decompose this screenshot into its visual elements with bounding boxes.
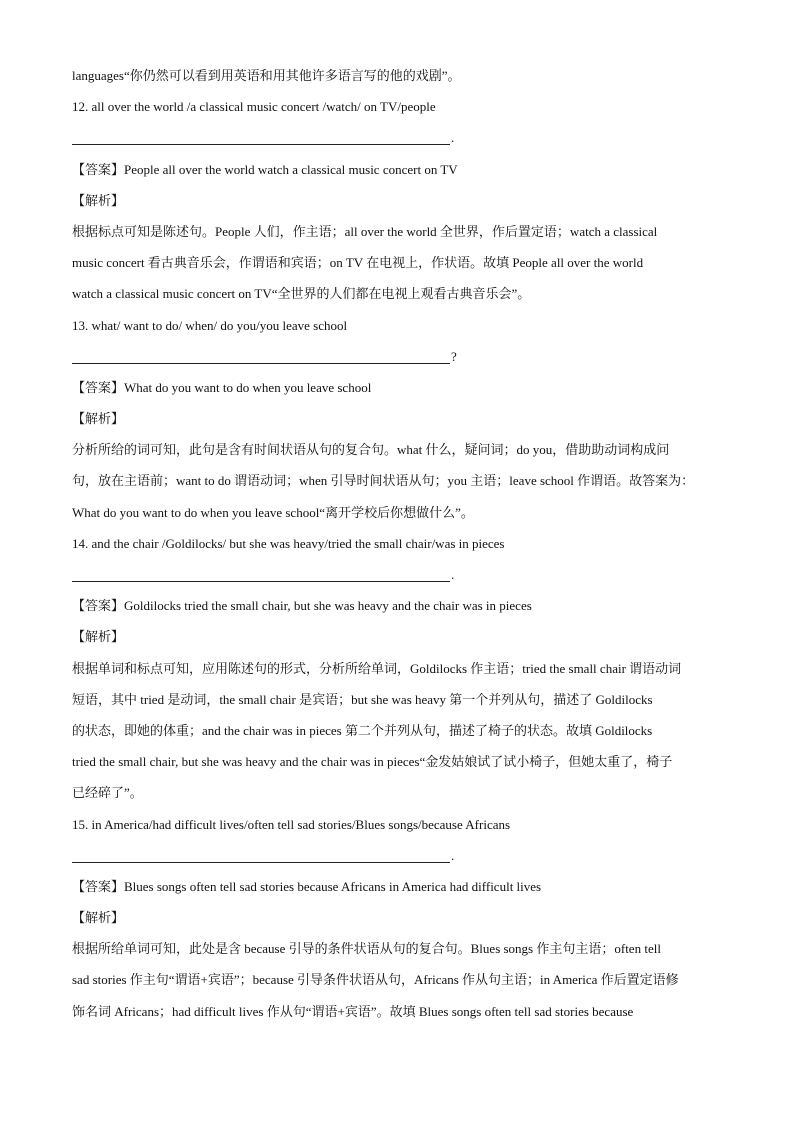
blank-punctuation: . bbox=[451, 130, 455, 146]
blank-underline bbox=[72, 862, 450, 863]
text-line: languages“你仍然可以看到用英语和用其他许多语言写的他的戏剧”。 bbox=[72, 68, 461, 83]
blank-underline bbox=[72, 363, 450, 364]
analysis-text-line: 根据单词和标点可知，应用陈述句的形式，分析所给单词，Goldilocks 作主语；tried the small chair 谓语动词 bbox=[72, 660, 682, 676]
question-13: 13. what/ want to do/ when/ do you/you leave school bbox=[72, 317, 348, 333]
analysis-label-15: 【解析】 bbox=[72, 910, 125, 926]
question-15: 15. in America/had difficult lives/often tell sad stories/Blues songs/because Africans bbox=[72, 816, 511, 832]
answer-15: 【答案】Blues songs often tell sad stories because Africans in America had difficult lives bbox=[72, 878, 542, 894]
analysis-text-line: sad stories 作主句“谓语+宾语”；because 引导条件状语从句，Africans 作从句主语；in America 作后置定语修 bbox=[72, 972, 679, 988]
analysis-label-14: 【解析】 bbox=[72, 629, 125, 645]
analysis-label-12: 【解析】 bbox=[72, 192, 125, 208]
analysis-text-line: 根据所给单词可知，此处是含 because 引导的条件状语从句的复合句。Blues songs 作主句主语；often tell bbox=[72, 941, 661, 957]
document-page bbox=[72, 60, 732, 1027]
blank-punctuation: . bbox=[451, 847, 455, 863]
answer-blank-12[interactable] bbox=[72, 122, 732, 153]
analysis-text-line: watch a classical music concert on TV“全世界的人们都在电视上观看古典音乐会”。 bbox=[72, 286, 531, 302]
blank-punctuation: ? bbox=[451, 348, 457, 364]
analysis-text-line: 句，放在主语前；want to do 谓语动词；when 引导时间状语从句；you 主语；leave school 作谓语。故答案为： bbox=[72, 473, 695, 489]
analysis-text-line: 短语，其中 tried 是动词，the small chair 是宾语；but she was heavy 第一个并列从句，描述了 Goldilocks bbox=[72, 691, 653, 707]
answer-12: 【答案】People all over the world watch a classical music concert on TV bbox=[72, 161, 458, 177]
analysis-label-13: 【解析】 bbox=[72, 411, 125, 427]
analysis-text-line: What do you want to do when you leave school“离开学校后你想做什么”。 bbox=[72, 504, 474, 520]
analysis-text-line: 已经碎了”。 bbox=[72, 785, 143, 801]
answer-13: 【答案】What do you want to do when you leave school bbox=[72, 379, 372, 395]
answer-blank-14[interactable] bbox=[72, 559, 732, 590]
answer-blank-13[interactable] bbox=[72, 341, 732, 372]
answer-blank-15[interactable] bbox=[72, 840, 732, 871]
blank-punctuation: . bbox=[451, 567, 455, 582]
blank-underline bbox=[72, 581, 450, 582]
analysis-text-line: 饰名词 Africans；had difficult lives 作从句“谓语+宾语”。故填 Blues songs often tell sad stories because bbox=[72, 1003, 634, 1019]
blank-underline bbox=[72, 144, 450, 145]
answer-14: 【答案】Goldilocks tried the small chair, but she was heavy and the chair was in pieces bbox=[72, 598, 532, 614]
analysis-text-line: tried the small chair, but she was heavy and the chair was in pieces“金发姑娘试了试小椅子，但她太重了，椅子 bbox=[72, 754, 673, 770]
question-12: 12. all over the world /a classical music concert /watch/ on TV/people bbox=[72, 99, 436, 115]
analysis-text-line: music concert 看古典音乐会，作谓语和宾语；on TV 在电视上，作状语。故填 People all over the world bbox=[72, 255, 644, 271]
analysis-text-line: 的状态，即她的体重；and the chair was in pieces 第二个并列从句，描述了椅子的状态。故填 Goldilocks bbox=[72, 722, 653, 738]
analysis-text-line: 根据标点可知是陈述句。People 人们，作主语；all over the world 全世界，作后置定语；watch a classical bbox=[72, 223, 658, 239]
question-14: 14. and the chair /Goldilocks/ but she was heavy/tried the small chair/was in pieces bbox=[72, 535, 505, 551]
analysis-text-line: 分析所给的词可知，此句是含有时间状语从句的复合句。what 什么，疑问词；do you，借助助动词构成问 bbox=[72, 442, 670, 458]
